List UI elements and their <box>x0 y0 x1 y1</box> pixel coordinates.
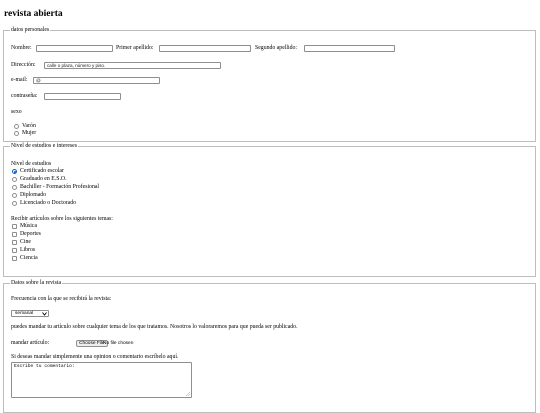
legend-datos-personales: datos personales <box>11 27 50 33</box>
nivel-radio-bachiller[interactable] <box>12 185 17 190</box>
segundo-apellido-input[interactable] <box>304 45 395 52</box>
sexo-radio-mujer[interactable] <box>14 131 19 136</box>
page-title: revista abierta <box>4 9 63 19</box>
nivel-option-licenciado: Licenciado o Doctorado <box>20 200 77 206</box>
frecuencia-select-value: semanal <box>15 311 34 316</box>
fieldset-datos-personales <box>3 27 536 142</box>
comentario-textarea[interactable] <box>11 362 192 398</box>
tema-checkbox-deportes[interactable] <box>12 232 17 237</box>
legend-datos-revista: Datos sobre la revista <box>11 280 62 286</box>
nivel-radio-graduado[interactable] <box>12 177 17 182</box>
sexo-label: sexo <box>11 109 22 115</box>
nivel-estudios-label: Nivel de estudios <box>11 161 52 167</box>
fieldset-nivel-estudios <box>3 143 536 277</box>
file-status-text: No file chosen <box>103 341 134 346</box>
sexo-option-varon: Varón <box>22 123 36 129</box>
articulo-info-text: puedes mandar tu artículo sobre cualquier tema de los que tratamos. Nosotros lo valoraremos para que pueda ser publicado. <box>11 324 298 330</box>
email-input[interactable]: @ <box>33 77 160 84</box>
segundo-apellido-label: Segundo apellido: <box>255 45 298 51</box>
tema-checkbox-musica[interactable] <box>12 224 17 229</box>
tema-option-ciencia: Ciencia <box>20 255 38 261</box>
nivel-option-graduado: Graduado en E.S.O. <box>20 176 67 182</box>
nivel-option-certificado: Certificado escolar <box>20 168 64 174</box>
tema-checkbox-cine[interactable] <box>12 240 17 245</box>
tema-checkbox-ciencia[interactable] <box>12 256 17 261</box>
tema-option-musica: Música <box>20 223 38 229</box>
password-label: contraseña: <box>11 93 38 99</box>
direccion-input[interactable]: calle o plaza, número y piso. <box>44 62 221 69</box>
email-label: e-mail: <box>11 77 28 83</box>
comentario-textarea-text: Escribe tu comentario: <box>14 364 75 369</box>
frecuencia-label: Frecuencia con la que se recibirá la revista: <box>11 296 112 302</box>
nivel-radio-certificado[interactable] <box>12 169 17 174</box>
tema-checkbox-libros[interactable] <box>12 248 17 253</box>
nivel-option-diplomado: Diplomado <box>20 192 47 198</box>
nombre-input[interactable] <box>36 45 113 52</box>
primer-apellido-label: Primer apellido: <box>116 45 154 51</box>
sexo-radio-varon[interactable] <box>14 124 19 129</box>
frecuencia-select[interactable] <box>11 310 49 317</box>
nombre-label: Nombre: <box>11 45 32 51</box>
fieldset-datos-revista <box>3 280 536 413</box>
choose-file-button[interactable]: Choose File <box>76 340 108 347</box>
chevron-down-icon <box>42 312 47 316</box>
sexo-option-mujer: Mujer <box>22 130 37 136</box>
temas-label: Recibir artículos sobre los siguientes temas: <box>11 216 113 222</box>
resize-grip-icon[interactable] <box>186 392 190 396</box>
primer-apellido-input[interactable] <box>159 45 251 52</box>
comentario-label: Si deseas mandar simplemente una opinion o comentario escríbelo aquí. <box>11 354 179 360</box>
nivel-radio-diplomado[interactable] <box>12 193 17 198</box>
direccion-label: Dirección: <box>11 62 36 68</box>
legend-nivel-estudios: Nivel de estudios e intereses <box>11 143 78 149</box>
tema-option-libros: Libros <box>20 247 36 253</box>
password-input[interactable] <box>44 93 121 100</box>
tema-option-deportes: Deportes <box>20 231 41 237</box>
mandar-articulo-label: mandar artículo: <box>11 340 50 346</box>
nivel-option-bachiller: Bachiller - Formación Profesional <box>20 184 100 190</box>
tema-option-cine: Cine <box>20 239 31 245</box>
nivel-radio-licenciado[interactable] <box>12 201 17 206</box>
